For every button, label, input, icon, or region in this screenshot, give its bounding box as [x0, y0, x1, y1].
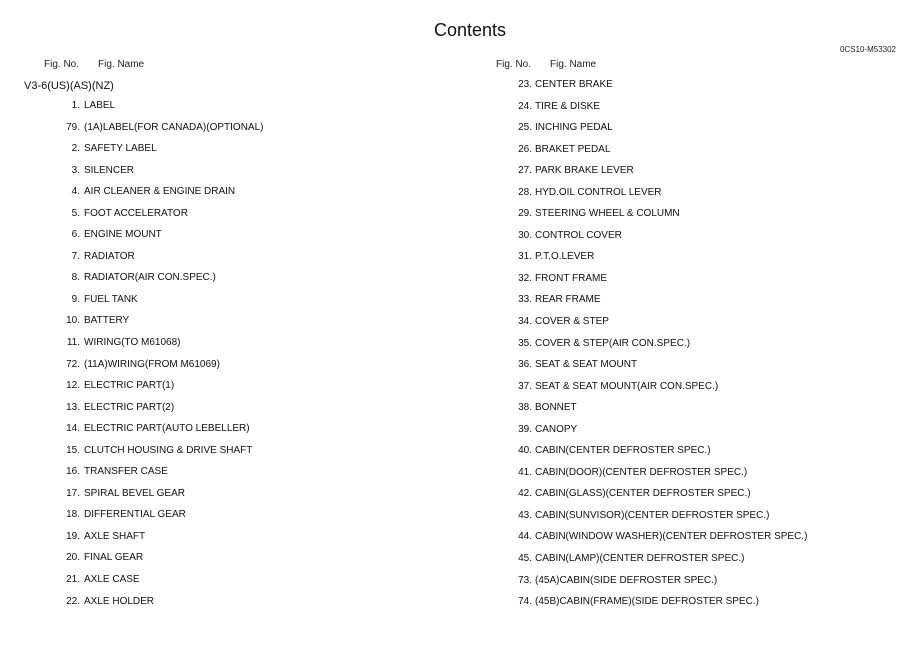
fig-number: 74.: [518, 596, 532, 608]
contents-entry[interactable]: [452, 100, 892, 122]
fig-number: 39.: [518, 423, 532, 435]
fig-name: RADIATOR(AIR CON.SPEC.): [84, 272, 216, 284]
fig-number: 27.: [518, 165, 532, 177]
fig-name: ELECTRIC PART(AUTO LEBELLER): [84, 423, 250, 435]
fig-name: SILENCER: [84, 164, 135, 176]
contents-entry[interactable]: [452, 380, 892, 402]
contents-entry[interactable]: [452, 164, 892, 186]
contents-entry[interactable]: [0, 444, 440, 466]
contents-entry[interactable]: [452, 272, 892, 294]
fig-no-header: Fig. No.: [496, 59, 532, 70]
fig-number: 45.: [518, 553, 532, 565]
fig-no-header: Fig. No.: [44, 59, 80, 70]
contents-entry[interactable]: [0, 401, 440, 423]
contents-list-right: [452, 78, 892, 617]
contents-entry[interactable]: [452, 552, 892, 574]
fig-name-header: Fig. Name: [98, 59, 145, 70]
fig-name: STEERING WHEEL & COLUMN: [535, 208, 680, 220]
fig-number: 18.: [66, 509, 80, 521]
fig-name: CABIN(WINDOW WASHER)(CENTER DEFROSTER SPEC.): [535, 531, 808, 543]
contents-entry[interactable]: [452, 207, 892, 229]
fig-number: 35.: [518, 337, 532, 349]
fig-name: CABIN(CENTER DEFROSTER SPEC.): [535, 445, 711, 457]
contents-entry[interactable]: [0, 465, 440, 487]
fig-name: DIFFERENTIAL GEAR: [84, 509, 186, 521]
contents-entry[interactable]: [0, 271, 440, 293]
fig-number: 26.: [518, 143, 532, 155]
fig-number: 20.: [66, 552, 80, 564]
fig-name: CANOPY: [535, 423, 578, 435]
fig-number: 36.: [518, 359, 532, 371]
fig-name: AXLE HOLDER: [84, 595, 155, 607]
page-title: Contents: [433, 20, 507, 40]
fig-name: CABIN(LAMP)(CENTER DEFROSTER SPEC.): [535, 553, 745, 565]
fig-number: 14.: [66, 423, 80, 435]
fig-number: 25.: [518, 122, 532, 134]
fig-number: 13.: [66, 401, 80, 413]
contents-entry[interactable]: [452, 358, 892, 380]
contents-entry[interactable]: [0, 595, 440, 617]
fig-number: 9.: [71, 293, 80, 305]
fig-number: 40.: [518, 445, 532, 457]
fig-number: 10.: [66, 315, 80, 327]
fig-name: WIRING(TO M61068): [84, 337, 181, 349]
fig-number: 19.: [66, 530, 80, 542]
fig-name: (45B)CABIN(FRAME)(SIDE DEFROSTER SPEC.): [535, 596, 759, 608]
fig-number: 22.: [66, 595, 80, 607]
contents-entry[interactable]: [0, 250, 440, 272]
fig-number: 17.: [66, 487, 80, 499]
contents-entry[interactable]: [452, 121, 892, 143]
contents-entry[interactable]: [452, 423, 892, 445]
fig-number: 44.: [518, 531, 532, 543]
fig-number: 34.: [518, 316, 532, 328]
contents-entry[interactable]: [0, 164, 440, 186]
contents-entry[interactable]: [452, 143, 892, 165]
contents-entry[interactable]: [0, 185, 440, 207]
fig-name: COVER & STEP: [535, 316, 609, 328]
contents-entry[interactable]: [0, 336, 440, 358]
fig-name: BRAKET PEDAL: [535, 143, 611, 155]
fig-number: 28.: [518, 186, 532, 198]
fig-number: 5.: [71, 207, 80, 219]
fig-name: ENGINE MOUNT: [84, 229, 162, 241]
contents-entry[interactable]: [0, 121, 440, 143]
contents-entry[interactable]: [452, 293, 892, 315]
contents-entry[interactable]: [0, 142, 440, 164]
contents-entry[interactable]: [0, 508, 440, 530]
fig-name: BONNET: [535, 402, 577, 414]
contents-entry[interactable]: [0, 228, 440, 250]
fig-name: ELECTRIC PART(1): [84, 380, 175, 392]
fig-name: HYD.OIL CONTROL LEVER: [535, 186, 662, 198]
contents-entry[interactable]: [0, 422, 440, 444]
contents-entry[interactable]: [0, 573, 440, 595]
fig-number: 15.: [66, 444, 80, 456]
fig-name: COVER & STEP(AIR CON.SPEC.): [535, 337, 691, 349]
fig-number: 37.: [518, 380, 532, 392]
contents-entry[interactable]: [0, 314, 440, 336]
contents-entry[interactable]: [452, 595, 892, 617]
fig-name: CABIN(GLASS)(CENTER DEFROSTER SPEC.): [535, 488, 751, 500]
fig-number: 8.: [71, 272, 80, 284]
fig-name: TIRE & DISKE: [535, 100, 601, 112]
contents-list-left: [0, 99, 440, 616]
fig-name: SPIRAL BEVEL GEAR: [84, 487, 185, 499]
fig-number: 79.: [66, 121, 80, 133]
contents-entry[interactable]: [452, 250, 892, 272]
fig-number: 11.: [66, 337, 80, 349]
fig-number: 43.: [518, 509, 532, 521]
fig-number: 29.: [518, 208, 532, 220]
fig-number: 72.: [66, 358, 80, 370]
fig-name: (11A)WIRING(FROM M61069): [84, 358, 220, 370]
fig-name: (45A)CABIN(SIDE DEFROSTER SPEC.): [535, 574, 718, 586]
fig-name: SEAT & SEAT MOUNT: [535, 359, 638, 371]
contents-entry[interactable]: [0, 487, 440, 509]
fig-name: CONTROL COVER: [535, 229, 622, 241]
contents-entry[interactable]: [452, 401, 892, 423]
contents-entry[interactable]: [0, 207, 440, 229]
contents-entry[interactable]: [452, 466, 892, 488]
fig-name: AIR CLEANER & ENGINE DRAIN: [84, 186, 236, 198]
fig-name: FUEL TANK: [84, 293, 138, 305]
fig-number: 12.: [66, 380, 80, 392]
fig-name: CENTER BRAKE: [535, 79, 613, 90]
fig-name: BATTERY: [84, 315, 130, 327]
fig-name: REAR FRAME: [535, 294, 601, 306]
contents-entry[interactable]: [452, 337, 892, 359]
contents-entry[interactable]: [452, 229, 892, 251]
fig-name: SAFETY LABEL: [84, 143, 157, 155]
fig-number: 16.: [66, 466, 80, 478]
fig-name: INCHING PEDAL: [535, 122, 613, 134]
fig-name: CABIN(DOOR)(CENTER DEFROSTER SPEC.): [535, 466, 748, 478]
fig-number: 73.: [518, 574, 532, 586]
fig-number: 7.: [71, 250, 80, 262]
contents-entry[interactable]: [0, 379, 440, 401]
fig-number: 21.: [66, 574, 80, 586]
fig-name-header: Fig. Name: [550, 59, 597, 70]
fig-number: 32.: [518, 272, 532, 284]
contents-entry[interactable]: [0, 530, 440, 552]
fig-name: P.T.O.LEVER: [535, 251, 595, 263]
fig-name: PARK BRAKE LEVER: [535, 165, 634, 177]
contents-entry[interactable]: [0, 99, 440, 121]
contents-entry[interactable]: [0, 551, 440, 573]
fig-number: 23.: [518, 79, 532, 90]
fig-number: 1.: [71, 100, 80, 111]
contents-entry[interactable]: [452, 509, 892, 531]
fig-number: 4.: [71, 186, 80, 198]
fig-name: CABIN(SUNVISOR)(CENTER DEFROSTER SPEC.): [535, 509, 770, 521]
fig-name: (1A)LABEL(FOR CANADA)(OPTIONAL): [84, 121, 264, 133]
fig-name: AXLE SHAFT: [84, 530, 146, 542]
contents-entry[interactable]: [452, 315, 892, 337]
contents-entry[interactable]: [452, 530, 892, 552]
fig-name: AXLE CASE: [84, 574, 140, 586]
fig-number: 3.: [71, 164, 80, 176]
contents-entry[interactable]: [0, 358, 440, 380]
contents-entry[interactable]: [452, 444, 892, 466]
fig-number: 33.: [518, 294, 532, 306]
fig-number: 6.: [71, 229, 80, 241]
fig-number: 41.: [518, 466, 532, 478]
model-group-label: V3-6(US)(AS)(NZ): [24, 80, 114, 92]
fig-number: 30.: [518, 229, 532, 241]
fig-name: CLUTCH HOUSING & DRIVE SHAFT: [84, 444, 253, 456]
fig-name: RADIATOR: [84, 250, 135, 262]
fig-number: 2.: [71, 143, 80, 155]
fig-name: ELECTRIC PART(2): [84, 401, 175, 413]
contents-entry[interactable]: [452, 78, 892, 100]
contents-entry[interactable]: [452, 186, 892, 208]
fig-name: SEAT & SEAT MOUNT(AIR CON.SPEC.): [535, 380, 719, 392]
fig-number: 31.: [518, 251, 532, 263]
fig-name: LABEL: [84, 100, 116, 111]
fig-name: TRANSFER CASE: [84, 466, 168, 478]
fig-name: FRONT FRAME: [535, 272, 608, 284]
contents-entry[interactable]: [452, 487, 892, 509]
fig-number: 24.: [518, 100, 532, 112]
fig-name: FINAL GEAR: [84, 552, 144, 564]
fig-number: 42.: [518, 488, 532, 500]
fig-number: 38.: [518, 402, 532, 414]
contents-entry[interactable]: [452, 574, 892, 596]
fig-name: FOOT ACCELERATOR: [84, 207, 188, 219]
contents-entry[interactable]: [0, 293, 440, 315]
document-id: 0CS10-M53302: [839, 45, 896, 54]
